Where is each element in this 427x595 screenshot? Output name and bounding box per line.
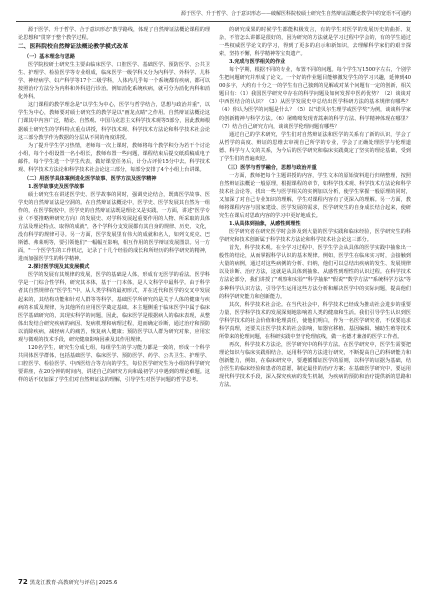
body-paragraph: 的研究成果的时候学生都能积极发言，有的学生对医学的发展历史的曲折、复杂，不管怎么讲都是很好的，因为研究的方法就是学习过程中学会的，有的学生通过一些权威医学论文的学习，得到了更多的启示和新知识，去理解科学家们的艰辛探索，坚持不懈，科学精神等宝贵遗产。 [219,27,411,58]
body-paragraph: 医学院校研士研究生主要由临床医学、口腔医学、基础医学、预防医学、公共卫生、护理学、检验医学等专业组成，临床医学一级学科又分为内科学、外科学、儿科学、神经病学、妇产科学等17个二级学科，人体内几乎每一个系统都有疾病，都可以按照治疗方法分为内科和外科进行诊治。例如消化系统疾病，就可分为消化内科和消化外科。 [18,62,210,101]
intro-paragraph: 源于医学、升于哲学、合于意识形态"教学路线，体现了自然辩证法概论课程的理论思想和"贯穿于整个教学过程。 [18,27,210,42]
right-column [219,26,411,574]
body-paragraph: 医学的发展有其规律的发展，医学的基础是人体，形成有无医学的看法。医学科学是一门综合性学科，研究其本体，基于一门本体，是人文科学中最科学。由于科学者其自然规律在"医学生"中，从人类学科的最初形式，并在近代和医学的交叉中发展起来的，其结构功能和针对人群等等科学。基础医学所研究的是关于人体的健康与疾病的本质及规律，为其他所有应用医学奠定基础。本主题侧重于临床医学中属于临床医学基础研究的，其现实科学的问题，因此，临床医学是根据病人的临床表现，从整体出发结合研究疾病的病因、发病机理和病理过程，进而确定诊断，通过治疗和预防以消除疾病，减轻病人的痛苦，恢复病人健康；预防医学以人群为研究对象，应用宏观与微观的技术手段，研究健康影响因素及其作用规律。 [18,272,210,343]
page-footer [18,578,318,587]
subheading-basic-concept: （一）基本理念与思路 [24,54,75,61]
body-paragraph: 通过自己的学术研究，学生们对自然辩证法和医学的关系有了新的认识，学会了从哲学的高度、辩证的思维去审视自己所学的专业，学会了正确处理医学与伦理道德、科学与人文的关系，为今后的医学研究和临床实践奠定了坚实的理论基础，受到了学生们的普遍欢迎。 [219,131,411,162]
body-paragraph: 120名学生，研究生分成七组，每组学生的学习能力都是一致的，形成一个科学共同体医学群体，包括基础医学、临床医学、预防医学、药学、公共卫生、护理学、口腔医学、检验医学、中西医结合等方向的学生，每位医学研究生为小组的科学研究要讲座，在20分钟的时间内，讲述自己的研究方向和最初学习中遇到的理论难题。这样的话不仅加深了学生们对自然辩证法的理解，引导学生对医学问题的哲学思考。 [18,344,210,383]
body-paragraph: 每个学期，根据不同的专业，布置不同的问题。每个学生写1500字左右，个别学生把问题研究并形成了论文。一个好的作业题目能够激发学生的学习兴趣，延伸到4000多字，大约有十分之一的学生有自己独到的见解或对某个问题有一定的创新，相关题目有：（1）我国医学研究中存在的科学问题及如何发挥中医药优势？（2）谈谈对中西医结合的认识？（3）从医学发展史中总结出医学科研方法的基本规律有哪些？（4）你认为医学的问题是什么？（5）以"诺贝尔生理学或医学奖"为例，谈谈科学家的创新精神与科学方法。（6）屠呦呦发现青蒿素的科学方法、科学精神体现在哪里？（7）结合自己研究方向，谈谈医学伦理问题有哪些？ [219,67,411,130]
body-paragraph: 其次，科学技术社会论。在当代社会中，科学技术已经成为推动社会进步的重要力量，医学科学技术的发展深刻地影响着人类的健康和生活。我们引导学生认识到医学科学技术的社会价值和伦理责任，使他们明白，作为一名医学研究者，不仅要追求科学真理，还要关注医学技术的社会影响，如器官移植、基因编辑、辅助生殖等技术所带来的伦理问题，在科研实践中坚守伦理底线，做一名德才兼备的医学工作者。 [219,301,411,340]
issue-date: 2025.6 [98,580,118,586]
body-paragraph: 医学研究者在研究医学时会涉及到大量的医学实践和临床经验，医学研究生的科学研究和技术创新属于科学技术方法论和科学技术社会论这三部分。 [219,229,411,244]
body-paragraph: 硕士研究生在讲述医学史、医学故事的同时，强调史论结合，既离医学故事、医学史的自然辩证法是空洞的。在自然辩证法概论中，医学史、医学发展其自然为一组作的，在医学院校中，医学史的自然辩证法既是理论又是实践。一方面，讲述"医学专业（不要推略辨研究方向）的发展史、对学科发展起重要作用的人物、所采取的具体方法及理论特点、取得的成就"，各个学科分支发展都有其自身的规律、历史、文化，没有科学的规律可寻。另一方面，医学发展里有伟大的成就和名人，如列文虎克、巴斯德、弗莱明等，要引领他们"一幅幅互影响，相互作用的医学辩证发展图景。另一方面，"一个医学生的工作机记，记录了十几个经验的成长和所经历的科学研究的精神，进而加强医学生的科学精神。 [18,191,210,263]
section-heading-2: 二、医科院校自然辩证法概论教学模式改革 [18,44,129,51]
subheading-medical-cases: （二）用医学具体案例进化医学故事、医学方法及医学精神 [24,175,157,182]
item-heading-3: 3.完成与医学相关的作业 [229,59,286,66]
subheading-medicine-philosophy: （三）医学与哲学融合，思想与政治并重 [225,164,317,171]
body-paragraph: 再次，科学技术方法论，医学研究中的科学方法。在医学研究中，医学生需要把理论知识与临床实践相结合，运用科学的方法进行研究，不断提高自己的科研能力和创新能力，例如，在临床研究中，要遵循循证医学的原则，以科学的证据为基础，结合医生的临床经验和患者的意愿，制定最佳的治疗方案；在基础医学研究中，要运用现代科学技术手段，深入探究疾病的发生机制，为疾病的预防和治疗提供新的思路和方法。 [219,341,411,389]
body-paragraph: 一方面，教师把每个主题讲授的内容，学生文本的原始资料进行归纳整理，按照自然辩证法概论一般原理，根据课程的章节，如科学技术观、科学技术方法论和科学技术社会论等，找出一些与医学相关的实例加以分析，使学生掌握一般原理的同时，又加深了对自己专业知识的理解，学生对课程内容有了更深入的理解。另一方面，教师将课程内容与国家建设、医学发展的需求，医学研究生的自身成长结合起来，使研究生在课后对思政内容的学习中更好地成长。 [219,172,411,220]
journal-name: 黑龙江教育·高教研究与评估 [29,580,95,586]
item-heading-1: 1.医学故事史及医学故事 [28,183,85,190]
body-paragraph: 这门课程的教学理念是"以学生为中心，医学与哲学结合，思想与政治并重"，以学生为中心，教师要对硕士研究生的教学是以"画龙点睛"之作用。自然辩证法概论这门课其中内容广泛，精论、自然观、中国马克思主义科学技术观等5部分，因此教师根据硕士研究生的学科特点重点讲授，科学技术观、科学技术方法论和科学技术社会论这三部分教学作为数据的分层从不同的角度讲授。 [18,102,210,141]
body-paragraph: 首先，科学技术观。在全学习过程中，医学生学会从具体的医学实践中抽象出一般性的结论，从而掌握科学认识的基本规律。例如，医学生在临床实习时，会接触到大量的病例，通过对这些病例的分析、归纳，他们可以总结出疾病的发生、发展规律以及诊断、治疗方法，这就是从具体到抽象、从感性到理性的认识过程。在科学技术方法论部分，我们讲授了"观察和实验""科学抽象""假说""数学方法""系统科学方法"等多种科学认识方法，引导学生运用这些方法分析和解决医学中的实际问题，提高他们的科学研究能力和创新能力。 [219,245,411,300]
page-number: 72 [18,578,28,586]
running-header [16,10,411,22]
left-column [18,26,210,574]
item-heading-2: 2.探讨医学现及其发展模式 [28,264,90,271]
running-header-title: 源于医学、升于哲学、合于意识形态——破解医科院校硕士研究生自然辩证法概论教学中的宽语不可通约 [180,11,411,17]
footer-separator: | [96,580,98,586]
item-heading-4: 1.从具体到抽象，从感性到理性 [229,221,301,228]
body-paragraph: 为了提升学生学习热情，老师每一次上课时，教师将每个教学积分为若干个讨论小组，每个小组设置一名小组长，教师布置一些问题，课程结束后提交纸质稿成电子邮件。每个学生选一个学生代表，做好课堂任务后，计分占评价15分中去。科学技术观、科学技术方法论和科学技术社会论这三部分，每部分安排了4个小组上台讲课。 [18,142,210,173]
